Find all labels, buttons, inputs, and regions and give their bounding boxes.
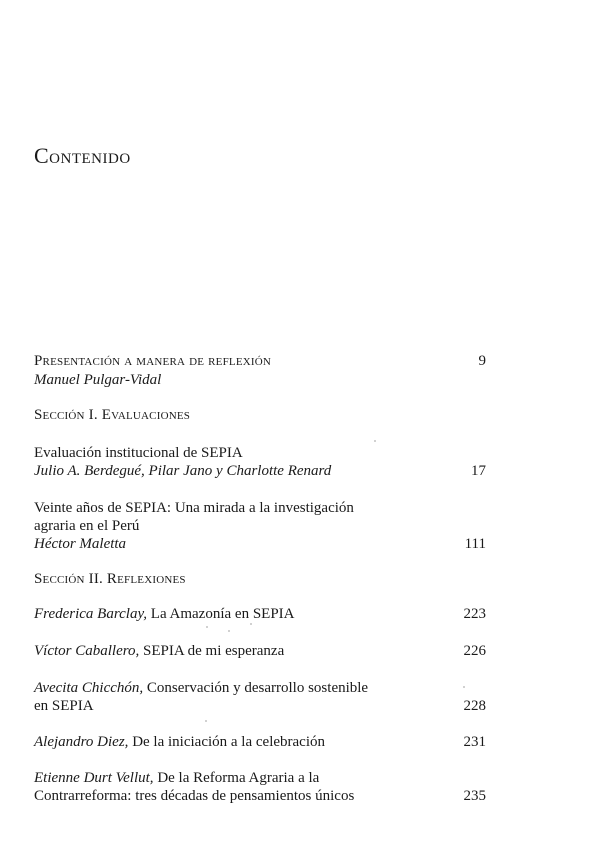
entry-2-title-line1: Veinte años de SEPIA: Una mirada a la investigación: [34, 500, 354, 516]
presentation-page: 9: [478, 353, 486, 369]
entry-5-page: 228: [463, 698, 486, 714]
entry-1-page: 17: [471, 463, 486, 479]
presentation-author: Manuel Pulgar-Vidal: [34, 372, 162, 388]
entry-3-author: Frederica Barclay,: [34, 606, 148, 622]
entry-7-title: De la Reforma Agraria a la: [157, 770, 320, 786]
entry-7-author: Etienne Durt Vellut,: [34, 770, 154, 786]
scan-speck: [228, 630, 230, 632]
entry-4-title: SEPIA de mi esperanza: [143, 643, 285, 659]
entry-5: [34, 679, 368, 697]
scan-speck: [463, 686, 465, 688]
entry-4: [34, 642, 284, 660]
entry-3-page: 223: [463, 606, 486, 622]
entry-6-title: De la iniciación a la celebración: [132, 734, 325, 750]
entry-6-page: 231: [463, 734, 486, 750]
entry-3: [34, 605, 295, 623]
section-1-heading: Sección I. Evaluaciones: [34, 407, 191, 423]
section-2-heading: Sección II. Reflexiones: [34, 571, 186, 587]
scan-speck: [250, 623, 252, 625]
entry-1-title: Evaluación institucional de SEPIA: [34, 445, 243, 461]
scan-speck: [206, 626, 208, 628]
entry-2-authors: Héctor Maletta: [34, 536, 127, 552]
entry-7: [34, 769, 319, 787]
entry-2-title-line2: agraria en el Perú: [34, 518, 140, 534]
entry-3-title: La Amazonía en SEPIA: [150, 606, 295, 622]
entry-6-author: Alejandro Diez,: [34, 734, 129, 750]
entry-7-title-line2: Contrarreforma: tres décadas de pensamientos únicos: [34, 788, 355, 804]
scan-speck: [374, 440, 376, 442]
entry-5-title: Conservación y desarrollo sostenible: [146, 680, 369, 696]
entry-2-page: 111: [464, 536, 486, 552]
entry-5-title-line2: en SEPIA: [34, 698, 94, 714]
presentation-title: Presentación a manera de reflexión: [34, 353, 272, 369]
entry-4-author: Víctor Caballero,: [34, 643, 140, 659]
entry-6: [34, 733, 325, 751]
entry-4-page: 226: [463, 643, 486, 659]
page-title: Contenido: [34, 143, 131, 168]
entry-7-page: 235: [463, 788, 486, 804]
entry-1-authors: Julio A. Berdegué, Pilar Jano y Charlotte Renard: [34, 463, 332, 479]
entry-5-author: Avecita Chicchón,: [34, 680, 144, 696]
scan-speck: [205, 720, 207, 722]
